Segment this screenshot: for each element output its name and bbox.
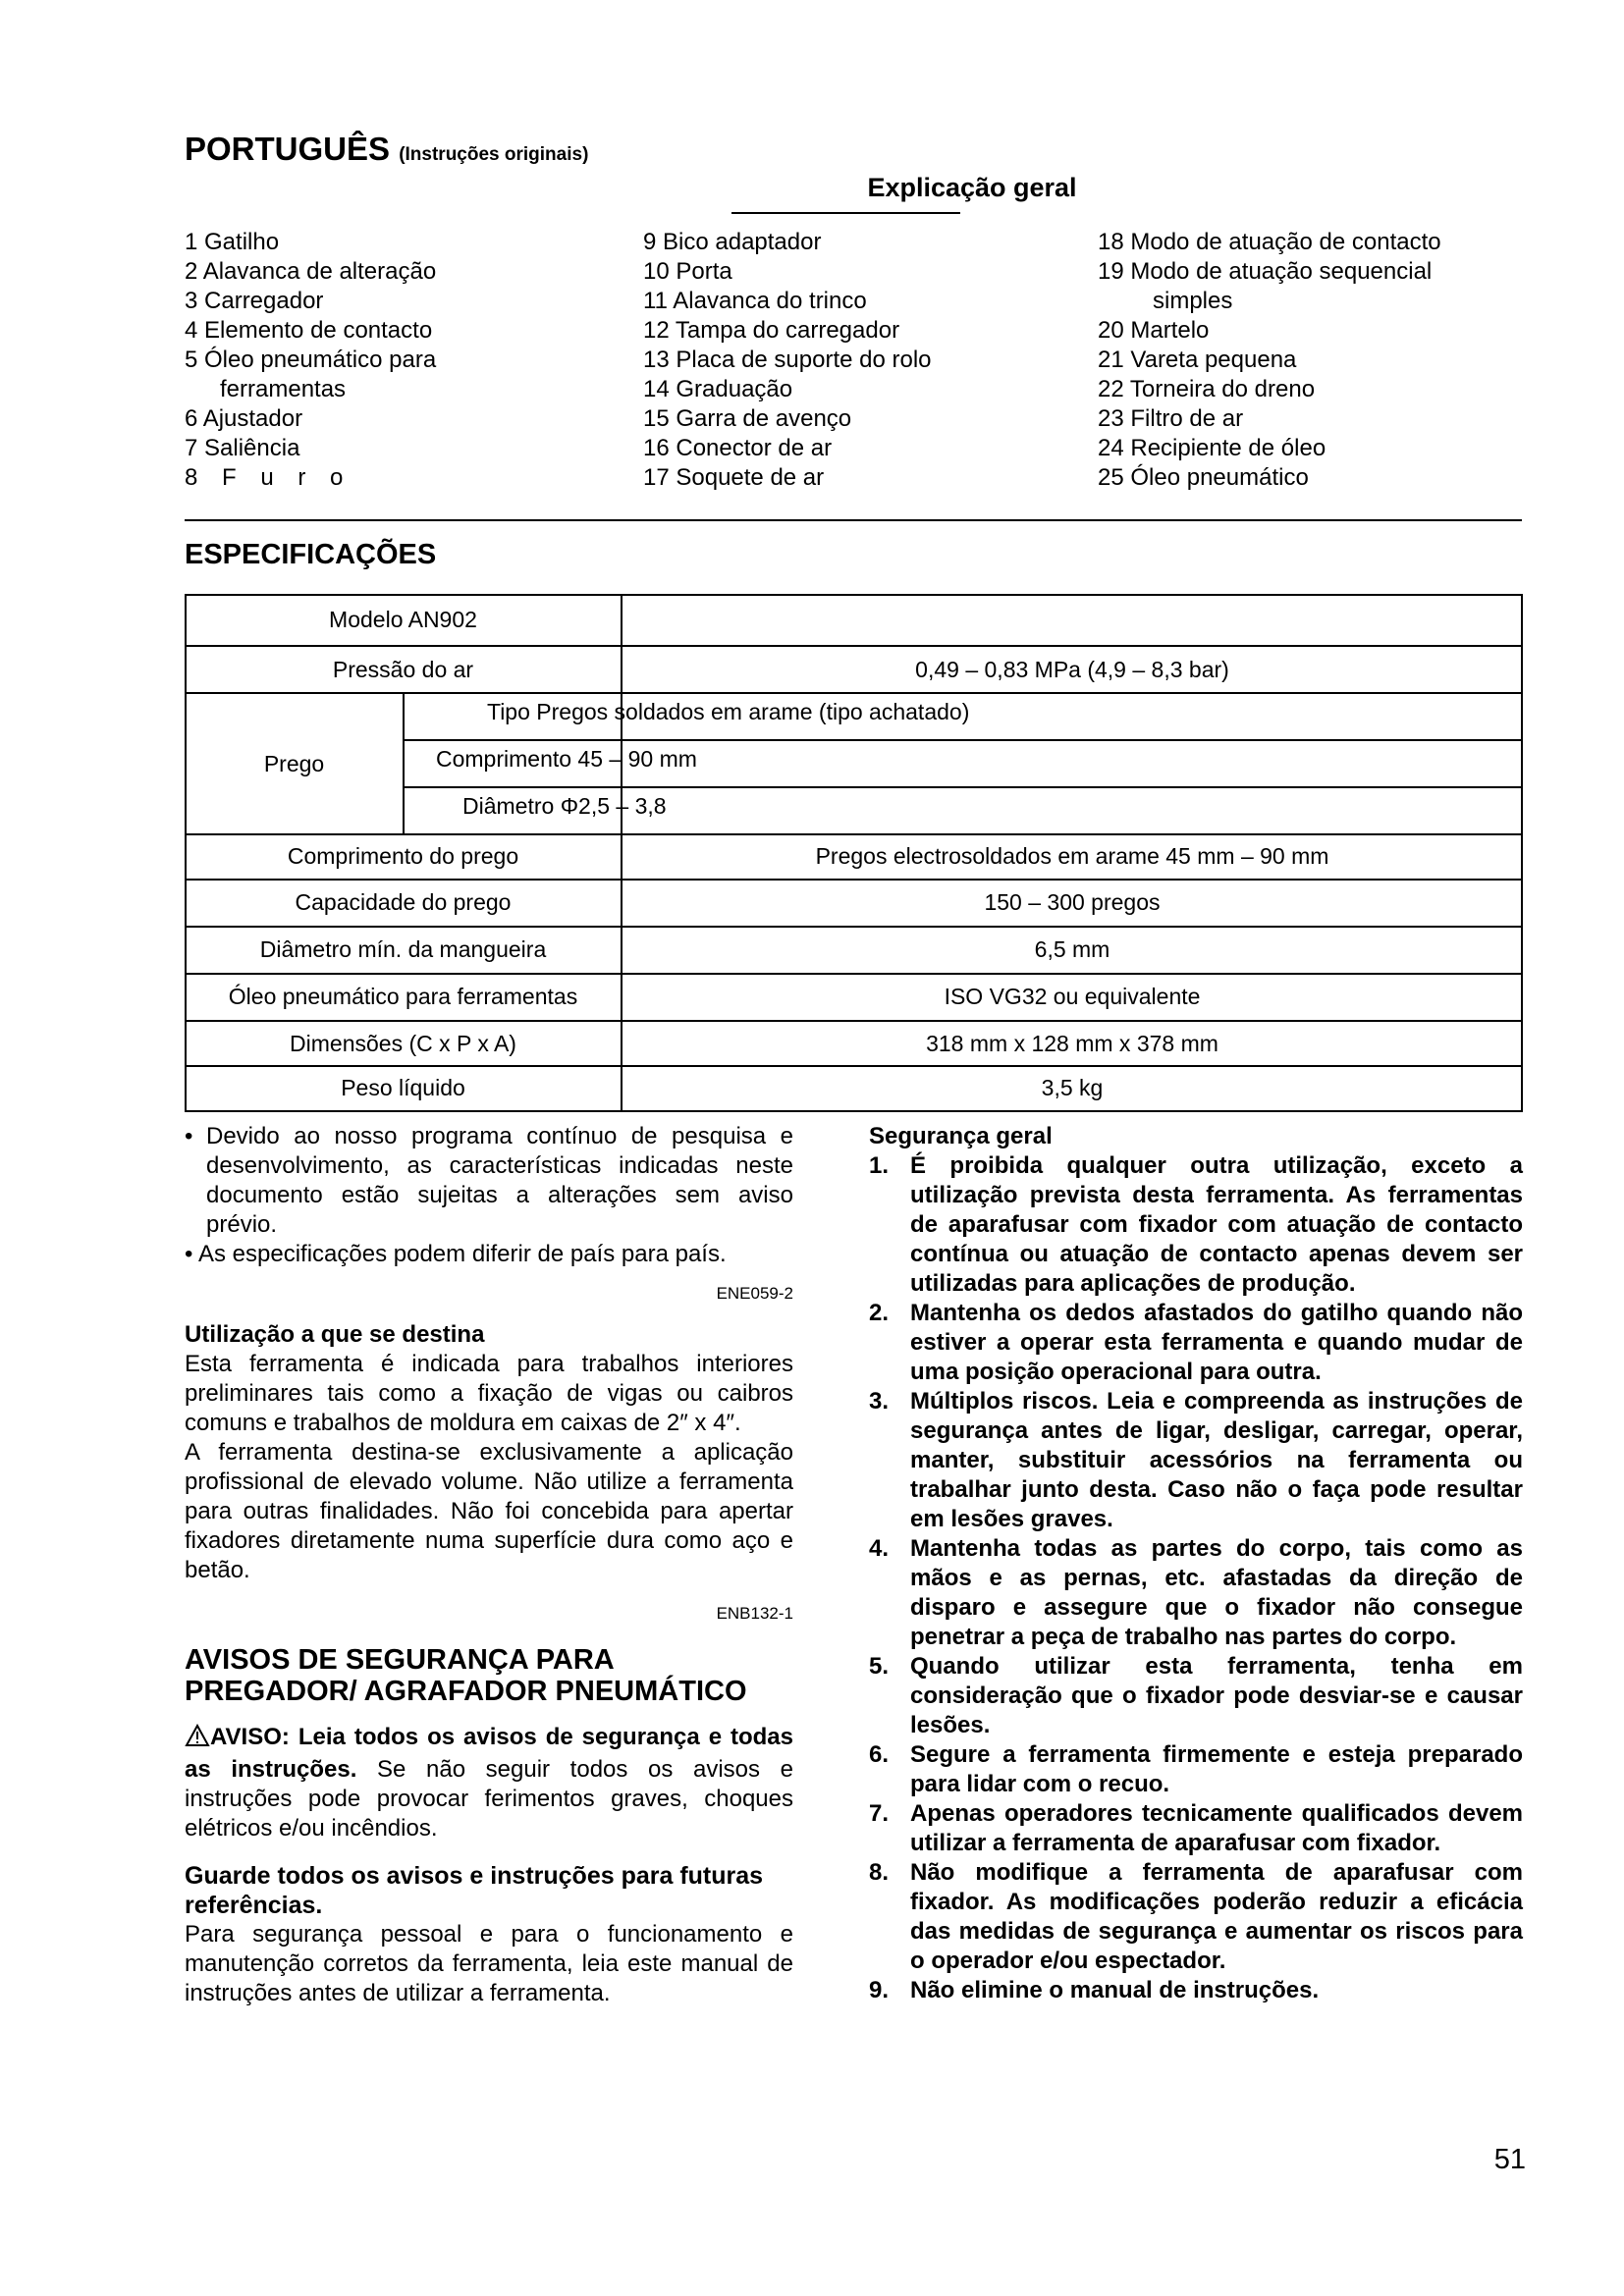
item-text: Segure a ferramenta firmemente e esteja preparado para lidar com o recuo. [910,1741,1523,1797]
item-number: 4. [869,1535,890,1562]
legend-item: 15 Garra de avenço [643,405,852,432]
bullet-text: Devido ao nosso programa contínuo de pesquisa e desenvolvimento, as características indicadas neste documento estão sujeitas a alterações sem aviso prévio. [206,1123,793,1238]
safety-item [869,1740,1523,1799]
spec-row-value: 6,5 mm [1034,936,1110,962]
page-language-header [185,131,588,168]
item-number: 7. [869,1800,890,1827]
legend-item: ferramentas [220,376,347,402]
legend-item: 20 Martelo [1098,317,1210,344]
doc-code: ENB132-1 [716,1604,793,1623]
specifications-table [185,594,1524,1112]
legend-column-2 [643,228,932,493]
legend-item: 21 Vareta pequena [1098,347,1297,373]
specifications-title: ESPECIFICAÇÕES [185,539,437,570]
item-text: Mantenha todas as partes do corpo, tais como as mãos e as pernas, etc. afastadas da direção de disparo e assegure que o fixador não consegue penetrar a peça de trabalho nas partes do corpo. [910,1535,1523,1650]
item-number: 8. [869,1859,890,1886]
legend-item: 18 Modo de atuação de contacto [1098,229,1441,255]
page-number: 51 [1493,2144,1526,2175]
legend-item: 12 Tampa do carregador [643,317,900,344]
bullet-text: As especificações podem diferir de país para país. [198,1241,727,1267]
warning-text: Se não seguir todos os avisos e instruções pode provocar ferimentos graves, choques elétricos e/ou incêndios. [185,1756,794,1842]
item-text: Não modifique a ferramenta de aparafusar com fixador. As modificações poderão reduzir a eficácia das medidas de segurança e aumentar os riscos para o operador e/ou espectador. [910,1859,1523,1974]
doc-code: ENE059-2 [716,1284,793,1303]
legend-item: 11 Alavanca do trinco [643,288,867,314]
bullet-dot: • [185,1123,193,1149]
legend-item: 5 Óleo pneumático para [185,347,437,373]
safety-item [869,1858,1523,1976]
explanation-title: Explicação geral [867,173,1077,202]
keep-instructions-title: Guarde todos os avisos e instruções para futuras referências. [185,1862,764,1919]
legend-item: 16 Conector de ar [643,435,833,461]
item-text: Múltiplos riscos. Leia e compreenda as instruções de segurança antes de ligar, desligar, carregar, operar, manter, substituir acessórios na ferramenta ou trabalhar junto desta. Caso não o faça pode resultar em lesões graves. [910,1388,1523,1532]
intended-use-paragraph: Esta ferramenta é indicada para trabalhos interiores preliminares tais como a fixação de vigas ou caibros comuns e trabalhos de moldura em caixas de 2″ x 4″. [185,1351,793,1436]
safety-item [869,1151,1523,1299]
spec-row-label: Diâmetro mín. da mangueira [259,936,547,962]
spec-air-pressure-label: Pressão do ar [332,657,474,682]
legend-column-1 [185,228,436,493]
section-divider [185,519,1522,521]
spec-row-label: Óleo pneumático para ferramentas [228,984,578,1009]
left-column [185,1122,793,2008]
intended-use-title: Utilização a que se destina [185,1321,485,1348]
spec-row-value: 318 mm x 128 mm x 378 mm [926,1031,1218,1056]
legend-item: 19 Modo de atuação sequencial [1098,258,1433,285]
spec-model-label: Modelo AN902 [329,607,477,632]
item-text: É proibida qualquer outra utilização, exceto a utilização prevista desta ferramenta. As ferramentas de aparafusar com fixador com atuação de contacto contínua ou atuação de contacto apenas devem ser utilizadas para aplicações de produção. [910,1152,1523,1297]
safety-item [869,1976,1523,2005]
item-number: 2. [869,1300,890,1326]
safety-item [869,1534,1523,1652]
spec-row-value: 3,5 kg [1041,1075,1104,1100]
legend-item: 4 Elemento de contacto [185,317,433,344]
spec-row-label: Capacidade do prego [295,889,512,915]
warning-paragraph [185,1723,793,1843]
spec-nail-diameter-row: Diâmetro Φ2,5 – 3,8 [462,793,667,819]
bullet-item [185,1240,793,1269]
legend-item: 10 Porta [643,258,732,285]
legend-item: simples [1153,288,1233,314]
warning-triangle-icon [185,1724,210,1755]
safety-item [869,1387,1523,1534]
spec-air-pressure-value: 0,49 – 0,83 MPa (4,9 – 8,3 bar) [915,657,1229,682]
safety-item [869,1799,1523,1858]
safety-item [869,1299,1523,1387]
item-text: Quando utilizar esta ferramenta, tenha em consideração que o fixador pode desviar-se e causar lesões. [910,1653,1523,1738]
legend-item: 17 Soquete de ar [643,464,825,491]
spec-row-value: 150 – 300 pregos [984,889,1161,915]
safety-warnings-title: AVISOS DE SEGURANÇA PARA PREGADOR/ AGRAFADOR PNEUMÁTICO [185,1644,747,1707]
item-number: 6. [869,1741,890,1768]
legend-column-3 [1098,228,1441,493]
spec-nail-label: Prego [263,751,325,776]
item-number: 3. [869,1388,890,1415]
item-number: 9. [869,1977,890,2003]
right-column [869,1122,1523,2005]
language-title: PORTUGUÊS [185,131,391,167]
spec-row-label: Comprimento do prego [287,843,519,869]
legend-item: 23 Filtro de ar [1098,405,1244,432]
bullet-dot: • [185,1241,193,1267]
spec-row-label: Dimensões (C x P x A) [290,1031,516,1056]
keep-instructions-text: Para segurança pessoal e para o funcionamento e manutenção corretos da ferramenta, leia este manual de instruções antes de utilizar a ferramenta. [185,1921,793,2006]
bullet-item [185,1122,793,1240]
legend-item: 24 Recipiente de óleo [1098,435,1326,461]
legend-item: 1 Gatilho [185,229,280,255]
legend-item: 22 Torneira do dreno [1098,376,1316,402]
legend-item: 3 Carregador [185,288,324,314]
legend-item: 25 Óleo pneumático [1098,464,1309,491]
legend-item: 7 Saliência [185,435,300,461]
item-text: Mantenha os dedos afastados do gatilho quando não estiver a operar esta ferramenta e quando mudar de uma posição operacional para outra. [910,1300,1523,1385]
general-safety-title: Segurança geral [869,1123,1053,1149]
legend-item: 2 Alavanca de alteração [185,258,437,285]
legend-item: 9 Bico adaptador [643,229,822,255]
spec-row-value: Pregos electrosoldados em arame 45 mm – 90 mm [815,843,1329,869]
legend-item: 13 Placa de suporte do rolo [643,347,932,373]
intended-use-paragraph: A ferramenta destina-se exclusivamente a aplicação profissional de elevado volume. Não utilize a ferramenta para outras finalidades. Não foi concebida para apertar fixadores diretamente numa superfície dura como aço e betão. [185,1439,793,1583]
item-number: 5. [869,1653,890,1680]
explanation-underline [731,212,960,214]
warning-bold-text: AVISO: Leia todos os avisos de segurança e todas as instruções. [185,1724,793,1783]
legend-item: 14 Graduação [643,376,793,402]
spec-nail-length-row: Comprimento 45 – 90 mm [436,746,697,772]
safety-item [869,1652,1523,1740]
item-text: Não elimine o manual de instruções. [910,1977,1320,2003]
item-number: 1. [869,1152,890,1179]
spec-row-value: ISO VG32 ou equivalente [944,984,1201,1009]
item-text: Apenas operadores tecnicamente qualificados devem utilizar a ferramenta de aparafusar com fixador. [910,1800,1523,1856]
spec-row-label: Peso líquido [341,1075,465,1100]
legend-item: 8 F u r o [185,464,344,491]
legend-item: 6 Ajustador [185,405,303,432]
language-subtitle: (Instruções originais) [399,144,589,165]
spec-nail-type-row: Tipo Pregos soldados em arame (tipo achatado) [487,699,970,724]
